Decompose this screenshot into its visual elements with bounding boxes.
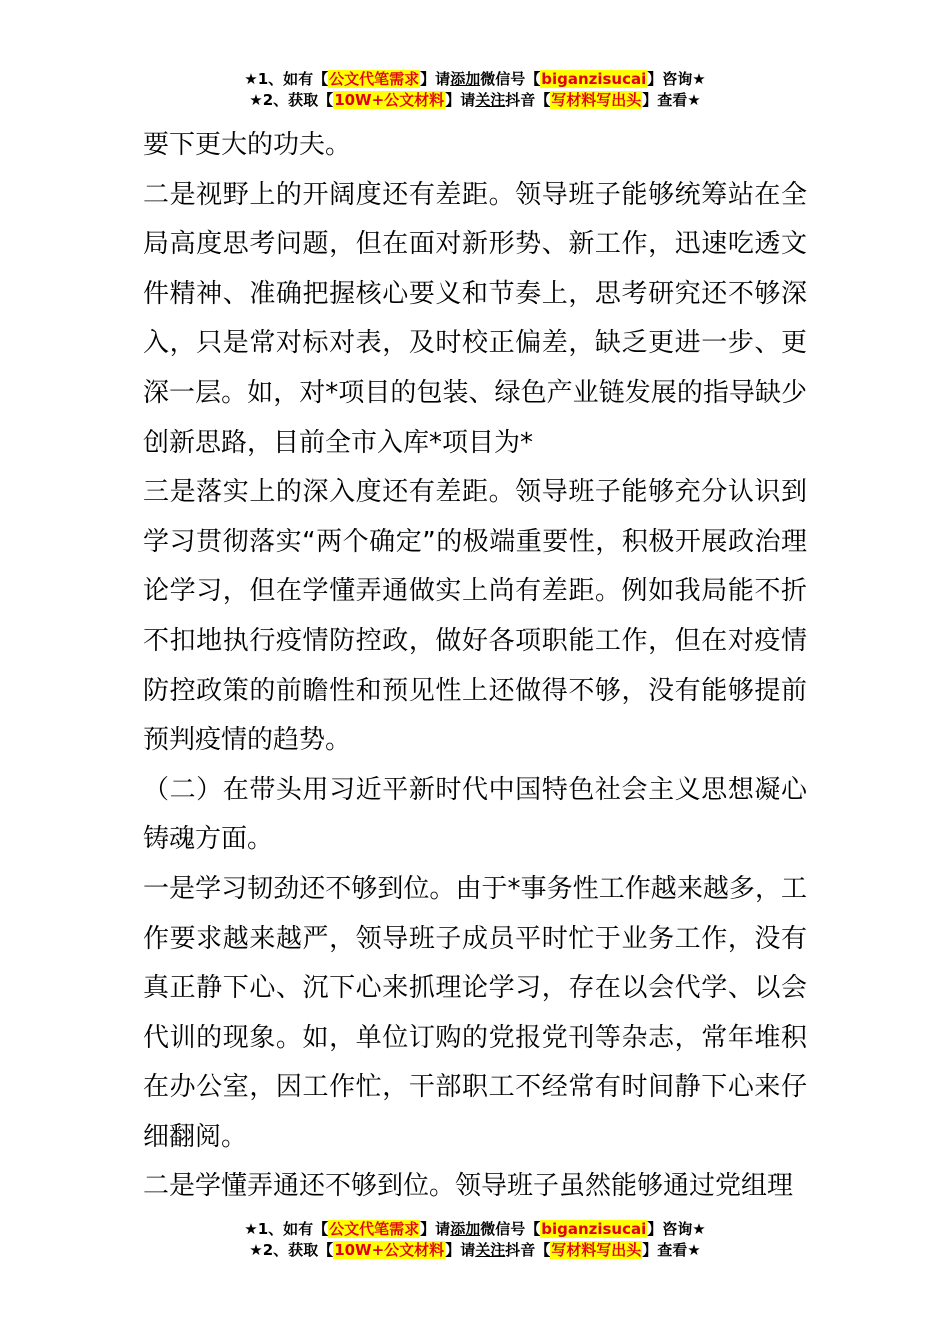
underline-add: 添加 (450, 70, 481, 88)
paragraph-1: 二是视野上的开阔度还有差距。领导班子能够统筹站在全局高度思考问题，但在面对新形势、新工作，迅速吃透文件精神、准确把握核心要义和节奏上，思考研究还不够深入，只是常对标对表，及时校正偏差，缺乏更进一步、更深一层。如，对*项目的包装、绿色产业链发展的指导缺少创新思路，目前全市入库*项目为* (143, 179, 807, 458)
highlight-ghostwriting: 公文代笔需求 (329, 1220, 420, 1238)
highlight-douyin-account: 写材料写出头 (551, 1241, 642, 1259)
paragraph-5: 二是学懂弄通还不够到位。领导班子虽然能够通过党组理 (143, 1171, 794, 1202)
header-notice-line-2: ★2、获取【10W+公文材料】请关注抖音【写材料写出头】查看★ (249, 91, 701, 109)
paragraph-4: 一是学习韧劲还不够到位。由于*事务性工作越来越多，工作要求越来越严，领导班子成员平时忙于业务工作，没有真正静下心、沉下心来抓理论学习，存在以会代学、以会代训的现象。如，单位订购的党报党刊等杂志，常年堆积在办公室，因工作忙，干部职工不经常有时间静下心来仔细翻阅。 (143, 873, 807, 1152)
highlight-ghostwriting: 公文代笔需求 (329, 70, 420, 88)
document-body (143, 121, 807, 1212)
footer-notice-line-1: ★1、如有【公文代笔需求】请添加微信号【biganzisucai】咨询★ (244, 1220, 706, 1238)
paragraph-0: 要下更大的功夫。 (143, 130, 352, 160)
highlight-wechat-id: biganzisucai (541, 70, 647, 88)
footer-notice (0, 1219, 950, 1261)
header-notice-line-1: ★1、如有【公文代笔需求】请添加微信号【biganzisucai】咨询★ (244, 70, 706, 88)
footer-notice-line-2: ★2、获取【10W+公文材料】请关注抖音【写材料写出头】查看★ (249, 1241, 701, 1259)
paragraph-2: 三是落实上的深入度还有差距。领导班子能够充分认识到学习贯彻落实“两个确定”的极端重要性，积极开展政治理论学习，但在学懂弄通做实上尚有差距。例如我局能不折不扣地执行疫情防控政，做好各项职能工作，但在对疫情防控政策的前瞻性和预见性上还做得不够，没有能够提前预判疫情的趋势。 (143, 477, 807, 756)
section-heading: （二）在带头用习近平新时代中国特色社会主义思想凝心铸魂方面。 (143, 774, 807, 855)
underline-follow: 关注 (475, 1241, 506, 1259)
underline-follow: 关注 (475, 91, 506, 109)
highlight-douyin-account: 写材料写出头 (551, 91, 642, 109)
highlight-materials: 10W+公文材料 (334, 1241, 445, 1259)
highlight-wechat-id: biganzisucai (541, 1220, 647, 1238)
highlight-materials: 10W+公文材料 (334, 91, 445, 109)
header-notice (0, 69, 950, 111)
underline-add: 添加 (450, 1220, 481, 1238)
